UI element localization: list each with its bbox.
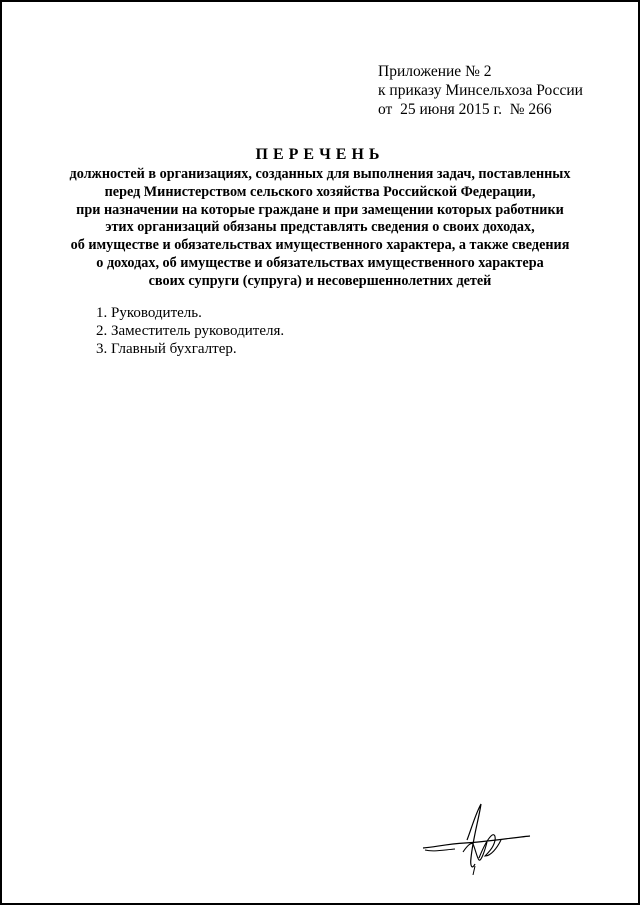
subtitle-line: при назначении на которые граждане и при замещении которых работники	[76, 201, 564, 218]
document-subtitle	[40, 166, 600, 291]
subtitle-line: об имуществе и обязательствах имущественного характера, а также сведения	[70, 237, 570, 254]
subtitle-line: своих супруги (супруга) и несовершеннолетних детей	[148, 272, 492, 289]
positions-list	[96, 304, 284, 358]
appendix-number: Приложение № 2	[378, 63, 492, 80]
subtitle-line: должностей в организациях, созданных для выполнения задач, поставленных	[69, 166, 571, 182]
subtitle-line: перед Министерством сельского хозяйства Российской Федерации,	[104, 183, 536, 200]
list-item: 2. Заместитель руководителя.	[96, 323, 285, 339]
subtitle-line: о доходах, об имуществе и обязательствах имущественного характера	[96, 254, 544, 271]
signature	[415, 800, 535, 875]
appendix-order-date: от 25 июня 2015 г. № 266	[378, 101, 552, 118]
subtitle-line: этих организаций обязаны представлять сведения о своих доходах,	[105, 219, 535, 236]
document-title: ПЕРЕЧЕНЬ	[255, 146, 385, 163]
appendix-order-ref: к приказу Минсельхоза России	[378, 82, 583, 99]
appendix-header	[378, 62, 583, 119]
list-item: 3. Главный бухгалтер.	[96, 341, 237, 357]
list-item: 1. Руководитель.	[96, 305, 202, 321]
